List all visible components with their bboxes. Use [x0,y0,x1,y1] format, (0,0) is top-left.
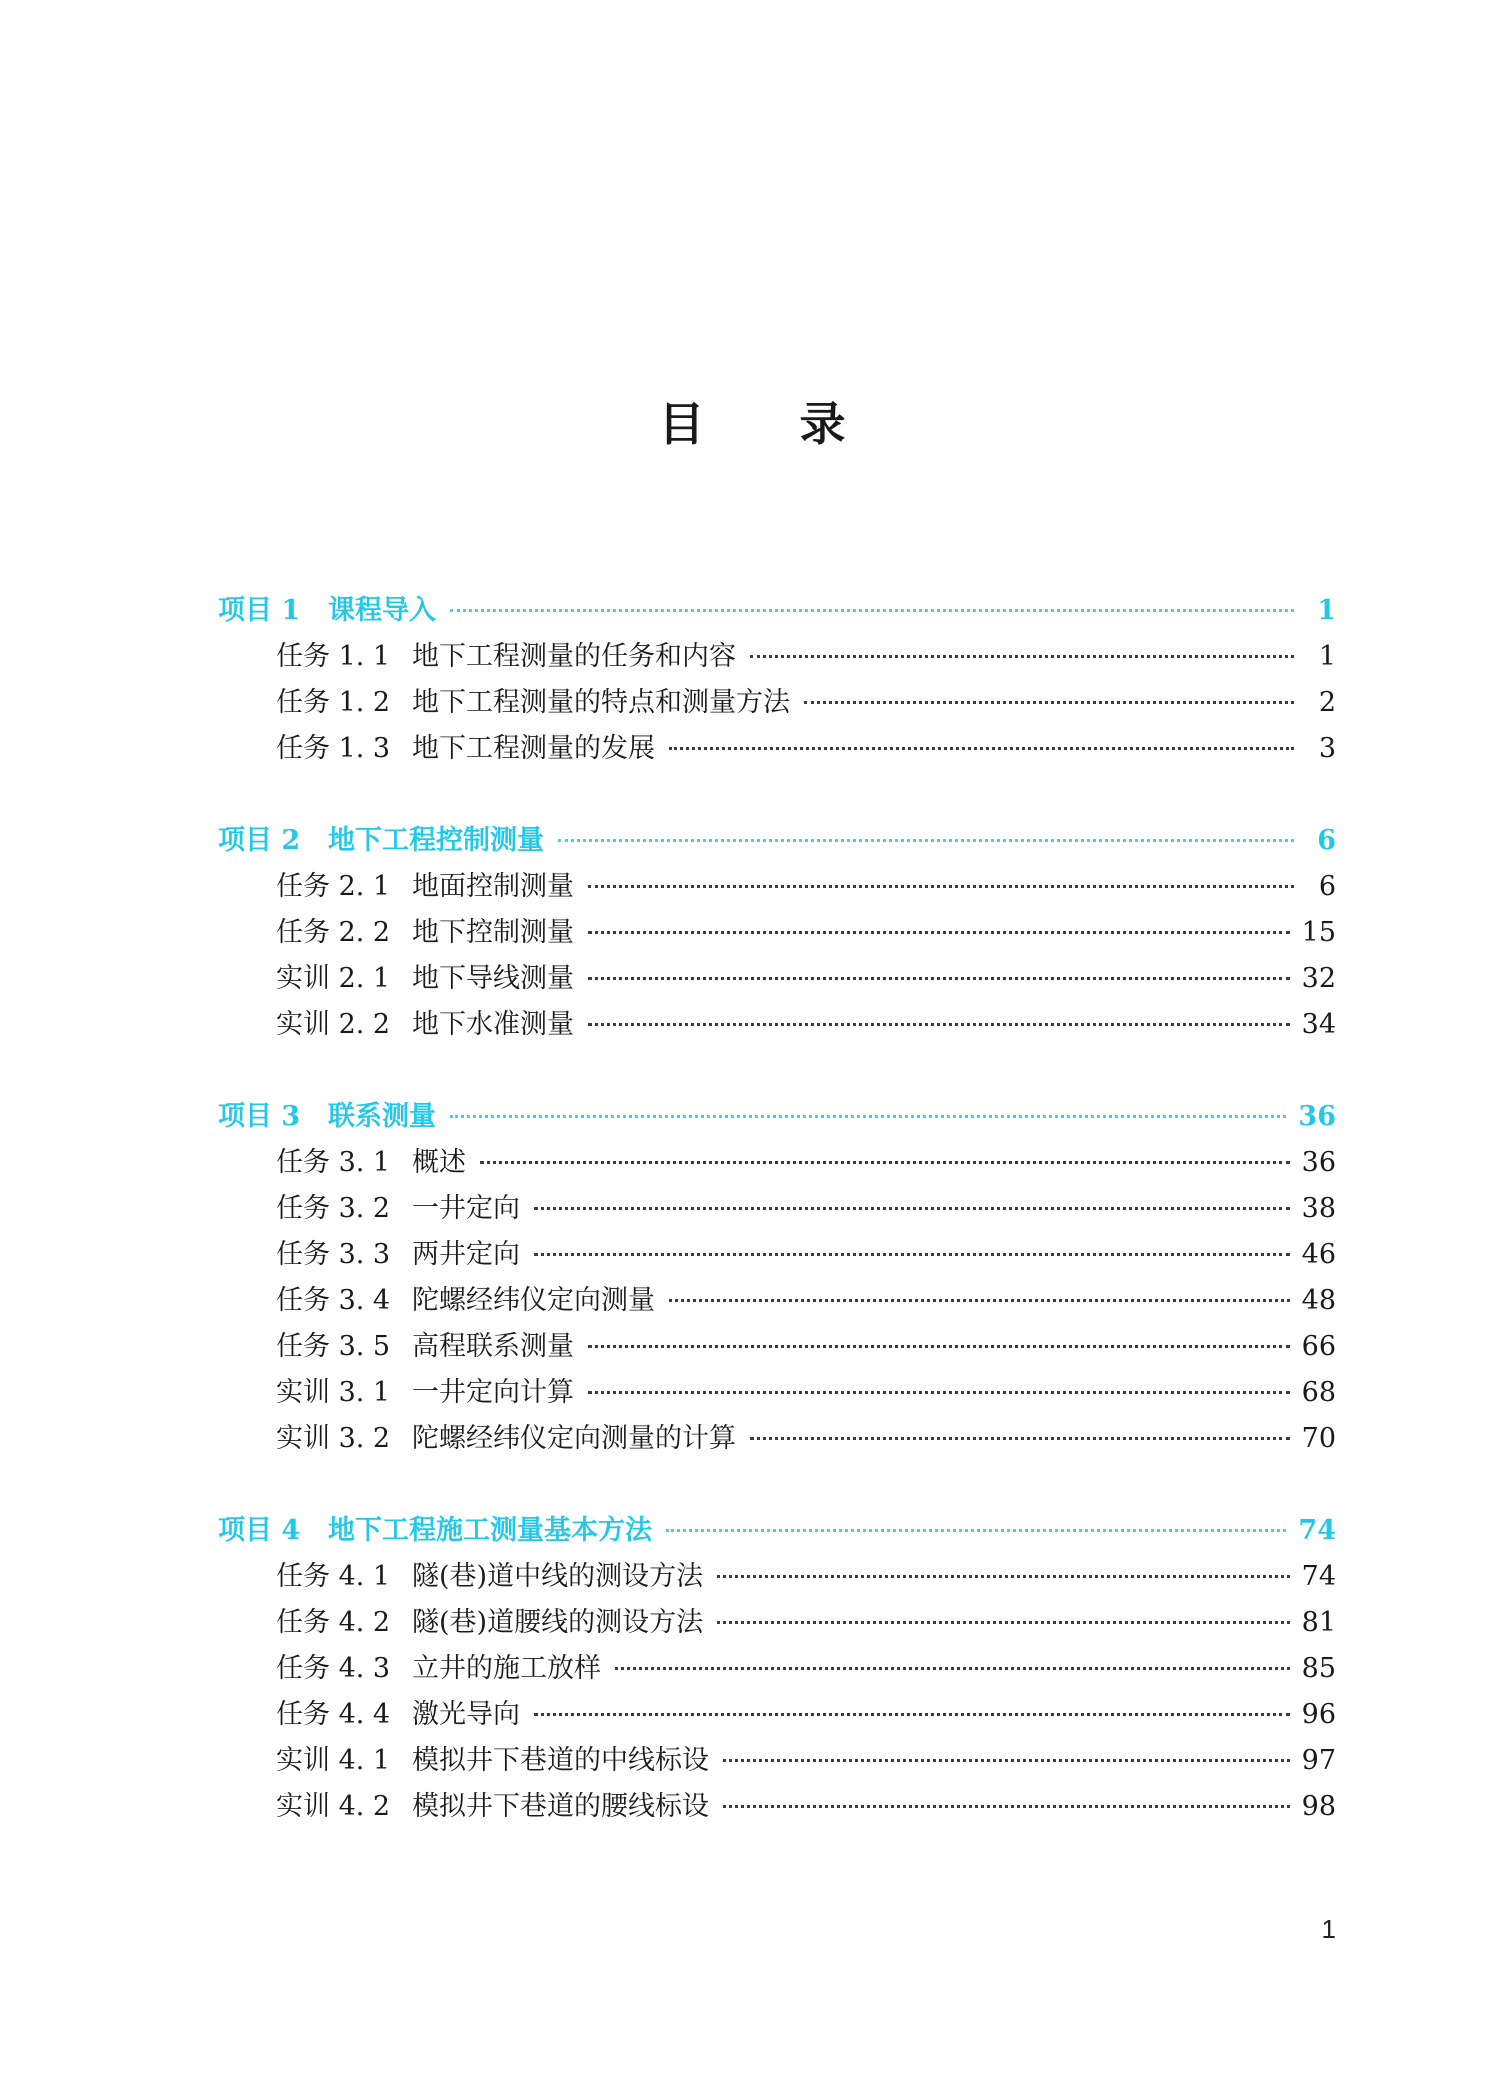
dot-leader [450,1115,1286,1118]
toc-entry-page: 85 [1301,1653,1336,1684]
toc-task-entry[interactable] [218,1692,1336,1738]
toc-entry-number: 任务 2. 1 [276,871,391,902]
toc-entry-page: 74 [1298,1515,1336,1546]
toc-entry-number: 实训 3. 1 [276,1377,391,1408]
toc-entry-page: 96 [1301,1699,1336,1730]
dot-leader [717,1621,1290,1624]
toc-entry-page: 36 [1298,1101,1336,1132]
dot-leader [534,1207,1290,1210]
toc-task-entry[interactable] [218,1416,1336,1462]
toc-entry-page: 1 [1317,595,1336,626]
dot-leader [588,1023,1290,1026]
dot-leader [558,839,1294,842]
toc-entry-page: 2 [1318,687,1336,718]
toc-entry-title: 模拟井下巷道的中线标设 [412,1745,709,1776]
toc-project-entry[interactable] [218,588,1336,634]
toc-entry-title: 联系测量 [328,1101,436,1132]
toc-entry-number: 实训 2. 2 [276,1009,391,1040]
toc-entry-title: 模拟井下巷道的腰线标设 [412,1791,709,1822]
dot-leader [588,1345,1290,1348]
toc-entry-number: 任务 2. 2 [276,917,391,948]
dot-leader [669,747,1294,750]
toc-entry-number: 任务 4. 2 [276,1607,391,1638]
toc-entry-number: 任务 3. 2 [276,1193,391,1224]
dot-leader [534,1253,1290,1256]
toc-entry-number: 任务 3. 4 [276,1285,391,1316]
dot-leader [750,655,1294,658]
toc-entry-page: 98 [1301,1791,1336,1822]
toc-task-entry[interactable] [218,1646,1336,1692]
toc-section-project-2 [218,818,1336,1048]
toc-entry-number: 任务 3. 1 [276,1147,391,1178]
toc-entry-number: 任务 1. 2 [276,687,391,718]
toc-task-entry[interactable] [218,1002,1336,1048]
toc-task-entry[interactable] [218,1232,1336,1278]
toc-entry-number: 实训 4. 1 [276,1745,391,1776]
toc-task-entry[interactable] [218,680,1336,726]
toc-entry-number: 任务 1. 1 [276,641,391,672]
dot-leader [588,1391,1290,1394]
toc-entry-title: 陀螺经纬仪定向测量的计算 [412,1423,736,1454]
toc-entry-page: 6 [1317,825,1336,856]
dot-leader [804,701,1294,704]
dot-leader [750,1437,1290,1440]
toc-entry-title: 立井的施工放样 [412,1653,601,1684]
toc-section-project-1 [218,588,1336,772]
toc-entry-title: 地下工程测量的任务和内容 [412,641,736,672]
toc-section-project-4 [218,1508,1336,1830]
toc-entry-title: 陀螺经纬仪定向测量 [412,1285,655,1316]
toc-task-entry[interactable] [218,910,1336,956]
toc-project-entry[interactable] [218,1094,1336,1140]
toc-entry-title: 一井定向 [412,1193,520,1224]
toc-entry-number: 实训 2. 1 [276,963,391,994]
toc-entry-page: 6 [1318,871,1336,902]
toc-entry-page: 36 [1301,1147,1336,1178]
toc-entry-number: 任务 4. 4 [276,1699,391,1730]
dot-leader [723,1759,1290,1762]
dot-leader [615,1667,1290,1670]
toc-entry-page: 97 [1301,1745,1336,1776]
toc-task-entry[interactable] [218,1186,1336,1232]
toc-entry-title: 隧(巷)道中线的测设方法 [412,1561,704,1592]
toc-entry-number: 任务 4. 1 [276,1561,391,1592]
toc-entry-number: 实训 3. 2 [276,1423,391,1454]
toc-entry-page: 46 [1301,1239,1336,1270]
toc-entry-title: 两井定向 [412,1239,520,1270]
toc-entry-title: 课程导入 [328,595,436,626]
dot-leader [534,1713,1290,1716]
table-of-contents [218,588,1336,1876]
toc-entry-page: 1 [1318,641,1336,672]
toc-task-entry[interactable] [218,864,1336,910]
toc-entry-page: 74 [1301,1561,1336,1592]
toc-entry-page: 15 [1301,917,1336,948]
toc-entry-title: 地下工程控制测量 [328,825,544,856]
toc-project-entry[interactable] [218,1508,1336,1554]
toc-task-entry[interactable] [218,1324,1336,1370]
toc-section-project-3 [218,1094,1336,1462]
dot-leader [666,1529,1286,1532]
toc-entry-number: 项目 3 [218,1101,301,1132]
toc-entry-title: 地面控制测量 [412,871,574,902]
toc-entry-page: 3 [1318,733,1336,764]
toc-task-entry[interactable] [218,1278,1336,1324]
dot-leader [588,931,1290,934]
toc-task-entry[interactable] [218,726,1336,772]
toc-entry-title: 地下工程施工测量基本方法 [328,1515,652,1546]
toc-entry-number: 任务 3. 3 [276,1239,391,1270]
dot-leader [480,1161,1290,1164]
toc-entry-number: 项目 4 [218,1515,301,1546]
page-number: 1 [1321,1914,1336,1944]
dot-leader [723,1805,1290,1808]
toc-entry-title: 地下导线测量 [412,963,574,994]
toc-entry-title: 高程联系测量 [412,1331,574,1362]
toc-task-entry[interactable] [218,1370,1336,1416]
toc-task-entry[interactable] [218,956,1336,1002]
toc-entry-page: 68 [1301,1377,1336,1408]
toc-entry-title: 概述 [412,1147,466,1178]
toc-task-entry[interactable] [218,1738,1336,1784]
dot-leader [588,885,1294,888]
toc-task-entry[interactable] [218,1140,1336,1186]
toc-entry-page: 66 [1301,1331,1336,1362]
toc-entry-number: 任务 4. 3 [276,1653,391,1684]
toc-entry-title: 地下工程测量的发展 [412,733,655,764]
toc-entry-number: 项目 1 [218,595,301,626]
dot-leader [717,1575,1290,1578]
toc-entry-number: 实训 4. 2 [276,1791,391,1822]
toc-task-entry[interactable] [218,1784,1336,1830]
toc-entry-page: 48 [1301,1285,1336,1316]
title-char-1: 目 [658,397,705,451]
dot-leader [669,1299,1290,1302]
toc-entry-number: 项目 2 [218,825,301,856]
toc-entry-title: 地下水准测量 [412,1009,574,1040]
toc-entry-page: 38 [1301,1193,1336,1224]
toc-entry-title: 激光导向 [412,1699,520,1730]
toc-task-entry[interactable] [218,634,1336,680]
title-char-2: 录 [799,397,846,451]
toc-entry-number: 任务 3. 5 [276,1331,391,1362]
page-title [0,388,1504,454]
toc-entry-page: 34 [1301,1009,1336,1040]
dot-leader [450,609,1294,612]
toc-entry-title: 地下控制测量 [412,917,574,948]
toc-entry-title: 一井定向计算 [412,1377,574,1408]
toc-entry-title: 隧(巷)道腰线的测设方法 [412,1607,704,1638]
toc-entry-number: 任务 1. 3 [276,733,391,764]
dot-leader [588,977,1290,980]
toc-entry-page: 81 [1301,1607,1336,1638]
toc-entry-page: 32 [1301,963,1336,994]
toc-project-entry[interactable] [218,818,1336,864]
toc-entry-title: 地下工程测量的特点和测量方法 [412,687,790,718]
toc-entry-page: 70 [1301,1423,1336,1454]
toc-task-entry[interactable] [218,1554,1336,1600]
toc-task-entry[interactable] [218,1600,1336,1646]
